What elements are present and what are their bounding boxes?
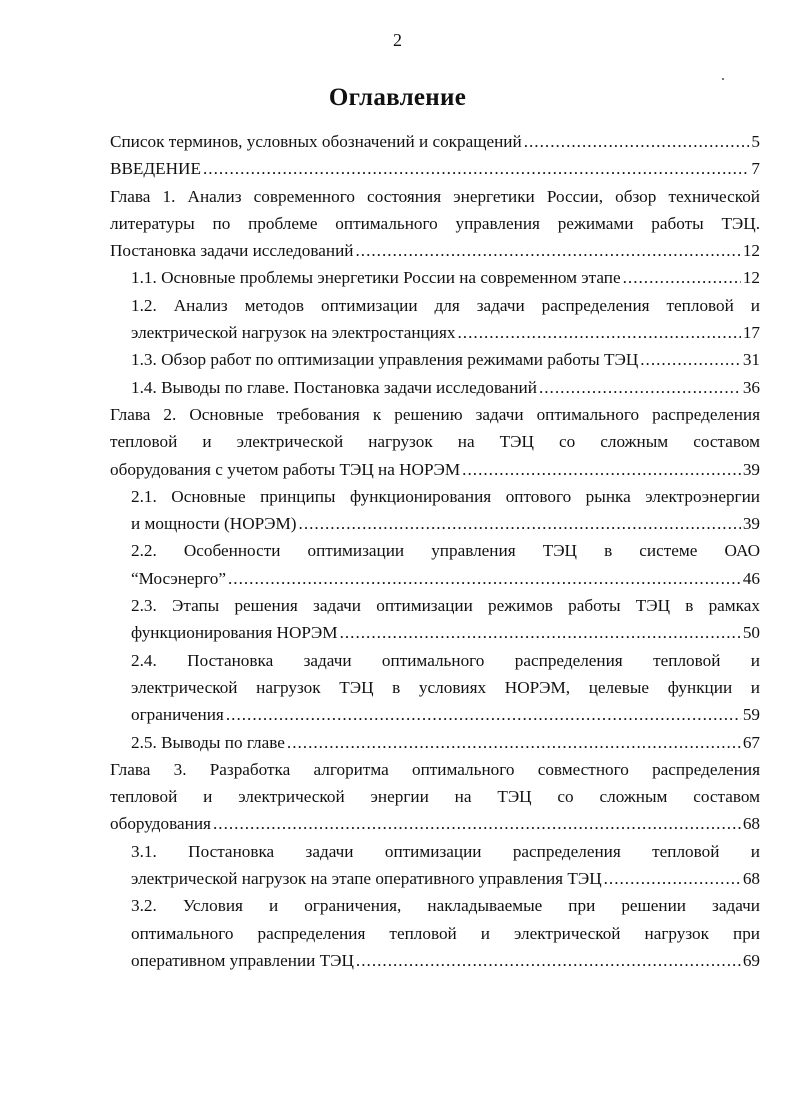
dot-leader — [604, 865, 741, 892]
toc-entry-text-line: Глава 1. Анализ современного состояния энергетики России, обзор технической — [110, 186, 760, 206]
toc-page-number: 7 — [751, 159, 760, 179]
toc-entry-last-line — [110, 810, 760, 837]
toc-entry — [131, 346, 760, 373]
dot-leader — [203, 155, 749, 182]
toc-entry-last-line — [110, 456, 760, 483]
toc-page-number: 12 — [742, 241, 760, 261]
toc-page-number: 50 — [742, 623, 760, 643]
toc-entry — [131, 374, 760, 401]
toc-entry-last-line — [131, 701, 760, 728]
toc-entry — [131, 892, 760, 974]
toc-entry-label: 1.3. Обзор работ по оптимизации управления режимами работы ТЭЦ — [131, 350, 639, 370]
dot-leader — [458, 319, 741, 346]
dot-leader — [226, 701, 741, 728]
toc-entry-label: электрической нагрузок на этапе оперативного управления ТЭЦ — [131, 869, 602, 889]
toc-entry-last-line — [110, 155, 760, 182]
page-number: 2 — [393, 30, 402, 50]
toc-entry-label: 1.4. Выводы по главе. Постановка задачи исследований — [131, 377, 537, 397]
toc-entry-label: оборудования — [110, 814, 211, 834]
toc-page-number: 36 — [742, 377, 760, 397]
toc-entry-text-line: электрической нагрузок ТЭЦ в условиях НОРЭМ, целевые функции и — [131, 677, 760, 697]
toc-entry-label: ограничения — [131, 705, 224, 725]
toc-entry-last-line — [131, 510, 760, 537]
toc-entry-text-line: тепловой и электрической нагрузок на ТЭЦ со сложным составом — [110, 432, 760, 452]
page-title: Оглавление — [328, 84, 467, 111]
table-of-contents — [110, 128, 760, 974]
dot-leader — [228, 565, 741, 592]
toc-entry — [110, 756, 760, 838]
toc-entry — [131, 264, 760, 291]
toc-page-number: 39 — [742, 514, 760, 534]
dot-leader — [355, 237, 740, 264]
dot-leader — [462, 456, 741, 483]
toc-page-number: 12 — [742, 268, 760, 288]
dot-leader — [213, 810, 741, 837]
toc-entry-label: оперативном управлении ТЭЦ — [131, 950, 354, 970]
toc-entry-last-line — [131, 865, 760, 892]
dot-leader — [539, 374, 741, 401]
toc-entry-last-line — [131, 619, 760, 646]
dot-leader — [340, 619, 741, 646]
toc-entry-text-line: Глава 2. Основные требования к решению задачи оптимального распределения — [110, 404, 760, 424]
toc-entry-last-line — [131, 565, 760, 592]
toc-entry-label: Список терминов, условных обозначений и сокращений — [110, 132, 522, 151]
toc-entry-text-line: 2.3. Этапы решения задачи оптимизации режимов работы ТЭЦ в рамках — [131, 596, 760, 616]
toc-page-number: 46 — [742, 568, 760, 588]
toc-page-number: 67 — [742, 732, 760, 752]
toc-entry-label: и мощности (НОРЭМ) — [131, 514, 297, 534]
toc-page-number: 39 — [742, 459, 760, 479]
toc-entry — [131, 537, 760, 592]
toc-entry — [131, 647, 760, 729]
dot-leader — [356, 947, 741, 974]
toc-page-number: 5 — [751, 132, 760, 151]
toc-entry-text-line: 2.4. Постановка задачи оптимального распределения тепловой и — [131, 650, 760, 670]
dot-leader — [299, 510, 741, 537]
toc-page-number: 17 — [742, 323, 760, 343]
dot-leader — [524, 128, 750, 155]
toc-entry-label: функционирования НОРЭМ — [131, 623, 338, 643]
toc-page-number: 68 — [742, 869, 760, 889]
dot-leader — [287, 729, 741, 756]
toc-entry — [131, 838, 760, 893]
toc-entry — [131, 729, 760, 756]
toc-entry-label: электрической нагрузок на электростанциях — [131, 323, 456, 343]
toc-entry-last-line — [131, 264, 760, 291]
toc-entry — [131, 483, 760, 538]
toc-entry-label: оборудования с учетом работы ТЭЦ на НОРЭМ — [110, 459, 461, 479]
toc-entry-label: 2.5. Выводы по главе — [131, 732, 285, 752]
toc-entry — [110, 183, 760, 265]
toc-entry-text-line: 3.1. Постановка задачи оптимизации распределения тепловой и — [131, 841, 760, 861]
toc-entry-last-line — [131, 729, 760, 756]
toc-entry-text-line: 2.1. Основные принципы функционирования оптового рынка электроэнергии — [131, 486, 760, 506]
toc-entry-text-line: 3.2. Условия и ограничения, накладываемые при решении задачи — [131, 896, 760, 916]
toc-entry-label: ВВЕДЕНИЕ — [110, 159, 201, 179]
scan-speck — [722, 78, 724, 80]
toc-entry — [131, 592, 760, 647]
toc-entry — [131, 292, 760, 347]
toc-entry-last-line — [110, 128, 760, 155]
toc-entry-text-line: Глава 3. Разработка алгоритма оптимального совместного распределения — [110, 759, 760, 779]
toc-entry-last-line — [131, 947, 760, 974]
toc-entry — [110, 128, 760, 155]
toc-entry-last-line — [131, 319, 760, 346]
toc-entry-text-line: литературы по проблеме оптимального управления режимами работы ТЭЦ. — [110, 213, 760, 233]
toc-entry-last-line — [131, 346, 760, 373]
toc-page-number: 69 — [742, 950, 760, 970]
toc-page-number: 59 — [742, 705, 760, 725]
toc-entry-text-line: 2.2. Особенности оптимизации управления ТЭЦ в системе ОАО — [131, 541, 760, 561]
toc-entry-text-line: оптимального распределения тепловой и электрической нагрузок при — [131, 923, 760, 943]
toc-page-number: 31 — [742, 350, 760, 370]
toc-entry-label: Постановка задачи исследований — [110, 241, 354, 261]
dot-leader — [623, 264, 741, 291]
toc-entry-label: “Мосэнерго” — [131, 568, 226, 588]
toc-entry-text-line: 1.2. Анализ методов оптимизации для задачи распределения тепловой и — [131, 295, 760, 315]
toc-entry — [110, 401, 760, 483]
toc-entry-text-line: тепловой и электрической энергии на ТЭЦ со сложным составом — [110, 787, 760, 807]
toc-entry — [110, 155, 760, 182]
toc-entry-last-line — [110, 237, 760, 264]
toc-entry-label: 1.1. Основные проблемы энергетики России на современном этапе — [131, 268, 621, 288]
dot-leader — [640, 346, 741, 373]
toc-entry-last-line — [131, 374, 760, 401]
toc-page-number: 68 — [742, 814, 760, 834]
